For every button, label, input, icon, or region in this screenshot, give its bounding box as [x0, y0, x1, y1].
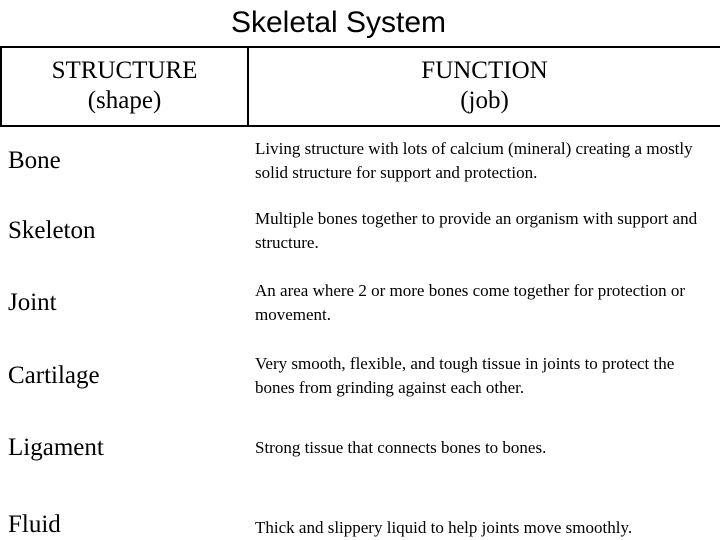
row-description: Living structure with lots of calcium (mineral) creating a mostly solid structure for support and protection. — [255, 139, 693, 183]
table-row — [1, 412, 720, 484]
structure-header-sublabel: (shape) — [87, 87, 162, 114]
structure-header — [1, 47, 248, 126]
row-description: Strong tissue that connects bones to bones. — [255, 437, 547, 457]
structure-header-label: STRUCTURE — [51, 57, 198, 84]
row-description: Multiple bones together to provide an organism with support and structure. — [255, 209, 698, 253]
row-term: Fluid — [8, 511, 61, 538]
table-row — [1, 195, 720, 267]
row-term: Bone — [8, 147, 61, 175]
function-header-label: FUNCTION — [421, 57, 548, 84]
table-row — [1, 126, 720, 195]
skeletal-table — [0, 46, 720, 540]
row-description: Very smooth, flexible, and tough tissue in joints to protect the bones from grinding against each other. — [255, 353, 675, 397]
row-description: An area where 2 or more bones come together for protection or movement. — [255, 281, 686, 325]
function-header — [248, 47, 720, 126]
row-term: Ligament — [8, 433, 104, 461]
table-row — [1, 267, 720, 339]
table-row — [1, 340, 720, 412]
function-header-sublabel: (job) — [460, 87, 509, 114]
page-title: Skeletal System — [230, 6, 447, 39]
row-term: Cartilage — [8, 361, 100, 389]
row-description: Thick and slippery liquid to help joints move smoothly. — [255, 518, 633, 537]
row-term: Joint — [8, 289, 57, 317]
table-row — [1, 484, 720, 540]
table-header-row — [1, 47, 720, 126]
row-term: Skeleton — [8, 217, 96, 245]
